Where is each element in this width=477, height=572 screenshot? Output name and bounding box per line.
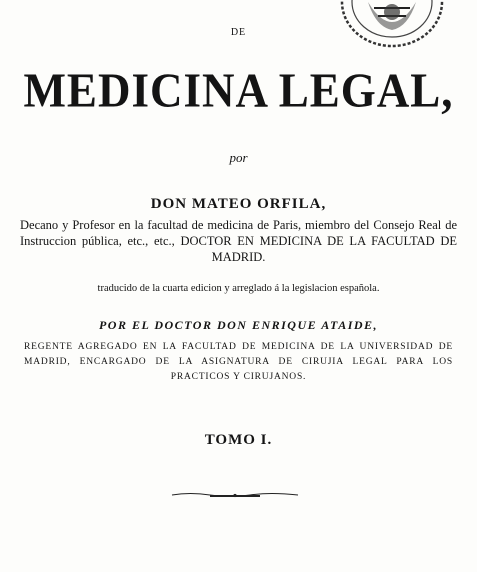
translation-note: traducido de la cuarta edicion y arreglado á la legislacion española. — [97, 283, 380, 294]
library-stamp-seal — [338, 0, 446, 48]
title-preposition: DE — [230, 27, 247, 38]
book-title: MEDICINA LEGAL, — [23, 63, 454, 118]
author-credentials: Decano y Profesor en la facultad de medicina de Paris, miembro del Consejo Real de Instruccion pública, etc., etc., DOCTOR EN MEDICINA DE LA FACULTAD DE MADRID. — [20, 218, 457, 264]
ornamental-rule — [170, 490, 300, 500]
translator-role: REGENTE AGREGADO EN LA FACULTAD DE MEDICINA DE LA UNIVERSIDAD DE MADRID, ENCARGADO DE LA ASIGNATURA DE CIRUJIA LEGAL PARA LOS PRACTICOS Y CIRUJANOS. — [24, 342, 453, 382]
translator-name: POR EL DOCTOR DON ENRIQUE ATAIDE, — [98, 318, 379, 332]
author-name: DON MATEO ORFILA, — [150, 196, 327, 212]
by-line: por — [229, 150, 248, 165]
volume-label: TOMO I. — [204, 432, 273, 448]
